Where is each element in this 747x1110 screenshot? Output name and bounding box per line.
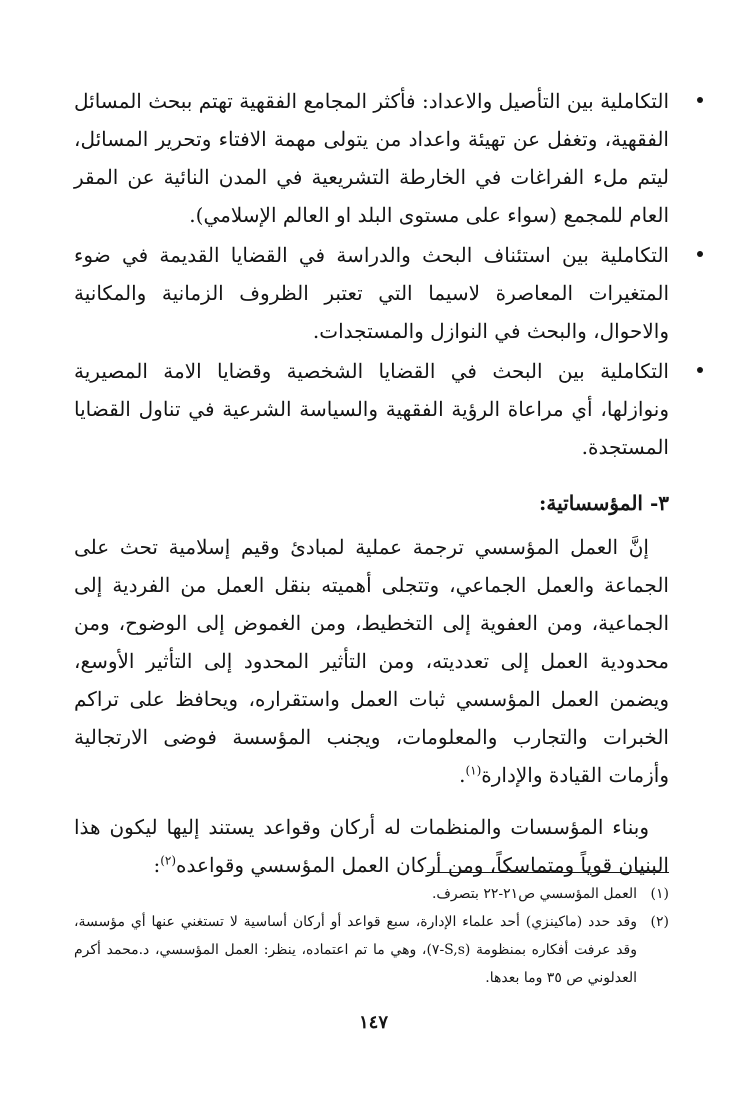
paragraph-end: . <box>459 763 466 787</box>
bullet-item-integration-research <box>74 236 669 350</box>
footnote-number: (١) <box>650 886 669 902</box>
section-heading: ٣- المؤسساتية: <box>539 491 669 515</box>
paragraph-text: وبناء المؤسسات والمنظمات له أركان وقواعد يستند إليها ليكون هذا البنيان قوياً ومتماسكاً، ومن أركان العمل المؤسسي وقواعده <box>74 815 669 877</box>
paragraph-institutional-work <box>74 528 669 794</box>
paragraph-end: : <box>153 853 161 877</box>
footnote-ref-2[interactable]: (٢) <box>160 853 177 868</box>
bullet-dot-icon <box>697 251 703 257</box>
bullet-dot-icon <box>697 97 703 103</box>
bullet-list <box>74 82 669 466</box>
bullet-item-integration-personal-public <box>74 352 669 466</box>
bullet-text: التكاملية بين البحث في القضايا الشخصية وقضايا الامة المصيرية ونوازلها، أي مراعاة الرؤية الفقهية والسياسة الشرعية في تناول القضايا المستجدة. <box>74 359 669 459</box>
bullet-text: التكاملية بين استئناف البحث والدراسة في القضايا القديمة في ضوء المتغيرات المعاصرة لاسيما التي تعتبر الظروف الزمانية والمكانية والاحوال، والبحث في النوازل والمستجدات. <box>74 243 669 343</box>
footnote-ref-1[interactable]: (١) <box>465 763 482 778</box>
footnote-1 <box>74 880 669 908</box>
page-body <box>74 82 669 898</box>
bullet-text: التكاملية بين التأصيل والاعداد: فأكثر المجامع الفقهية تهتم ببحث المسائل الفقهية، وتغفل عن تهيئة واعداد من يتولى مهمة الافتاء وتحرير المسائل، ليتم ملء الفراغات في الخارطة التشريعية في المدن النائية عن المقر العام للمجمع (سواء على مستوى البلد او العالم الإسلامي). <box>74 89 669 227</box>
footnote-2 <box>74 908 669 992</box>
bullet-dot-icon <box>697 367 703 373</box>
footnote-divider <box>427 872 669 873</box>
footnote-text: العمل المؤسسي ص٢١-٢٢ بتصرف. <box>431 886 637 902</box>
page-number: ١٤٧ <box>358 1012 388 1033</box>
paragraph-text: إنَّ العمل المؤسسي ترجمة عملية لمبادئ وقيم إسلامية تحث على الجماعة والعمل الجماعي، وتتجلى أهميته بنقل العمل من الفردية إلى الجماعية، ومن العفوية إلى التخطيط، ومن الغموض إلى الوضوح، ومن محدودية العمل إلى تعدديته، ومن التأثير المحدود إلى التأثير الأوسع، ويضمن العمل المؤسسي ثبات العمل واستقراره، ويحافظ على تراكم الخبرات والتجارب والمعلومات، ويجنب المؤسسة فوضى الارتجالية وأزمات القيادة والإدارة <box>74 535 669 787</box>
footnotes <box>74 880 669 992</box>
footnote-text: وقد حدد (ماكينزي) أحد علماء الإدارة، سبع قواعد أو أركان أساسية لا تستغني عنها أي مؤسسة، وقد عرفت أفكاره بمنظومة (S,s-٧)، وهي ما تم اعتماده، ينظر: العمل المؤسسي، د.محمد أكرم العدلوني ص ٣٥ وما بعدها. <box>74 914 637 986</box>
footnote-number: (٢) <box>650 914 669 930</box>
bullet-item-integration-training <box>74 82 669 234</box>
